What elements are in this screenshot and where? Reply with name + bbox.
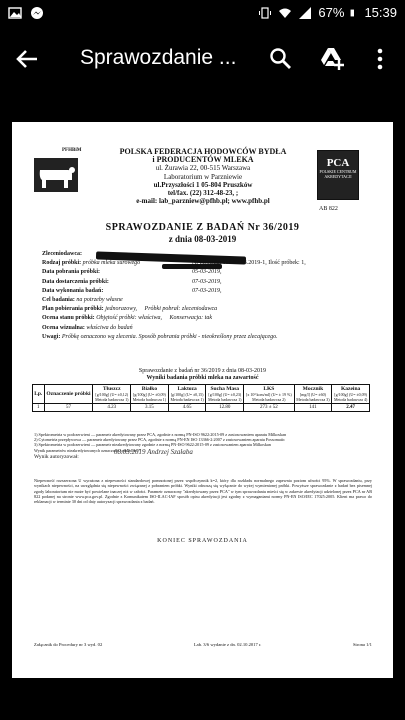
field-row: Rodzaj próbki: próbka mleka surowego Nr zlecenia: 111-07.03.2019-1, Ilość próbek: 1, xyxy=(42,260,306,267)
wifi-icon xyxy=(278,6,292,20)
lab-phone: tel/fax. (22) 312-48-23, ; xyxy=(167,189,239,198)
battery-percent: 67% xyxy=(318,5,345,20)
report-fields xyxy=(42,250,382,342)
clock: 15:39 xyxy=(364,5,397,20)
cow-icon xyxy=(34,158,78,192)
organization-header xyxy=(98,148,308,205)
page-footer xyxy=(34,642,372,647)
accreditation-number: AB 822 xyxy=(319,206,338,212)
field-row: Ocena wizualna: właściwa do badań xyxy=(42,324,133,331)
field-row: Uwagi: Próbkę oznaczono wg zlecenia. Sposób pobrania próbki - nieokreślony przez zlecającego. xyxy=(42,333,278,340)
lab-name: Laboratorium w Parzniewie xyxy=(163,172,243,181)
pca-logo-sub: POLSKIE CENTRUM AKREDYTACJI xyxy=(319,169,357,179)
lab-email: e-mail: lab_parzniew@pfhb.pl; www.pfhb.pl xyxy=(136,197,270,206)
pca-logo-text: PCA xyxy=(326,157,350,169)
more-options-icon[interactable] xyxy=(374,46,386,72)
footnote: Niepewność rozszerzona U wyrażona z niepewności standardowej pomnożonej przez współczynnik k=2, który dla rozkładu normalnego zapewnia poziom ufności 95%. W sprawozdaniu, przy wynikach niepewności, na uwzględnia się niepewności związanej z pobraniem próbki. Wyniki odnoszą się wyłącznie do wyżej wymienionej próbki. Powyższe sprawozdanie z badań bez pisemnej zgody laboratorium nie może być powielane inaczej niż w całości. Parametr oznaczony "akredytowany przez PCA" w tym sprawozdaniu mieści się w zakresie akredytacji udzielonej przez PCA nr AB 822 podanej na stronie www.pca.gov.pl. Zgodnie z Komunikatem ISO-ILAC-IAF sposób opisu akredytacji jest zgodny z wymaganiami normy PN-EN ISO/IEC 17025:2005. Klient ma prawo do reklamacji w terminie 30 dni od daty autoryzacji sprawozdania z badań. xyxy=(34,478,372,505)
report-date: z dnia 08-03-2019 xyxy=(168,234,237,244)
pfhbim-label: PFHBiM xyxy=(62,148,82,153)
pfhbim-logo xyxy=(34,148,90,196)
app-toolbar xyxy=(0,28,405,90)
back-arrow-icon[interactable] xyxy=(14,46,40,72)
document-title: Sprawozdanie ... xyxy=(80,46,237,69)
footer-left: Załącznik do Procedury nr 3 wyd. 02 xyxy=(34,642,103,647)
battery-icon xyxy=(350,6,358,20)
org-address: ul. Żurawia 22, 00-515 Warszawa xyxy=(155,164,251,173)
pca-accreditation-logo xyxy=(317,150,359,200)
add-to-drive-icon[interactable] xyxy=(320,45,346,71)
field-row: Data pobrania próbki: 05-03-2019, xyxy=(42,269,222,276)
footer-right: Strona 1/1 xyxy=(352,642,372,647)
messenger-icon xyxy=(30,6,44,20)
status-bar xyxy=(0,0,405,28)
lab-address: ul.Przyszłości 1 05-804 Pruszków xyxy=(153,180,253,189)
field-row: Data wykonania badań: 07-03-2019, xyxy=(42,287,222,294)
footer-center: Lab. 3/6 wydanie z dn. 02.10.2017 r. xyxy=(193,642,262,647)
signature-handwritten: 08.03.2019 Andrzej Szałaba xyxy=(114,448,193,456)
results-title: Sprawozdanie z badań nr 36/2019 z dnia 08-03-2019 Wyniki badania próbki mleka na zawartość xyxy=(138,368,267,381)
vibrate-icon xyxy=(258,6,272,20)
org-name-line1: POLSKA FEDERACJA HODOWCÓW BYDŁA xyxy=(119,147,287,156)
report-end: KONIEC SPRAWOZDANIA xyxy=(157,538,248,544)
field-row: Zleceniodawca: xyxy=(42,251,82,257)
table-header-row: Lp. Oznaczenie próbki Tłuszcz [g/100g] (U= ±0,12) Metoda badawcza 1) Białko [g/100g] (U= ±0,09) Metoda badawcza 1) Laktoza [g/100g] (U= ±0,15) Metoda badawcza 1) Sucha Masa [g/100g] (U= ±0,23) Metoda badawcza 1) LKS [x 10³ kom/ml] (U= ± 19 %) Metoda badawcza 2) Mocznik [mg/l] (U= ±60) Metoda badawcza 3) Kazeina [g/100g] (U= ±0,09) Metoda badawcza 4) xyxy=(33,385,370,404)
table-row: 1 57 4.23 3.15 4.65 12.80 273 ± 52 141 2.47 xyxy=(33,404,370,412)
report-title: SPRAWOZDANIE Z BADAŃ Nr 36/2019 xyxy=(105,222,300,233)
field-row: Cel badania: na potrzeby własne xyxy=(42,297,123,304)
results-table xyxy=(32,384,370,412)
org-name-line2: i PRODUCENTÓW MLEKA xyxy=(152,155,254,165)
field-row: Ocena stanu próbki: Objętość próbki: właściwa, Konserwacja: tak xyxy=(42,315,213,322)
field-row: Data dostarczenia próbki: 07-03-2019, xyxy=(42,278,222,285)
method-notes: 1) Spektrometria w podczerwieni — parametr akredytowany przez PCA, zgodnie z normą PN-ISO 9622:2015-09 z zastosowaniem aparatu Milkoskan 2) Cytometria przepływowa — parametr akredytowany przez PCA, zgodnie z normą PN-EN ISO 13366-2:2007 z zastosowaniem aparatu Fossomatic 3) Spektrometria w podczerwieni — parametr nieakredytowany zgodnie z normą PN-ISO 9622:2015-09 z zastosowaniem aparatu Milkoskan Wynik parametrów nieakredytowanych oznaczono symbolem * xyxy=(34,432,287,453)
search-icon[interactable] xyxy=(268,46,292,70)
signature-line xyxy=(34,448,374,460)
field-row: Plan pobierania próbki: jednorazowy, Próbki pobrał: zleceniodawca xyxy=(42,306,218,313)
image-icon xyxy=(8,6,22,20)
signature-label: Wynik autoryzował: xyxy=(34,454,79,460)
signal-icon xyxy=(298,6,312,20)
document-page[interactable] xyxy=(12,122,393,678)
